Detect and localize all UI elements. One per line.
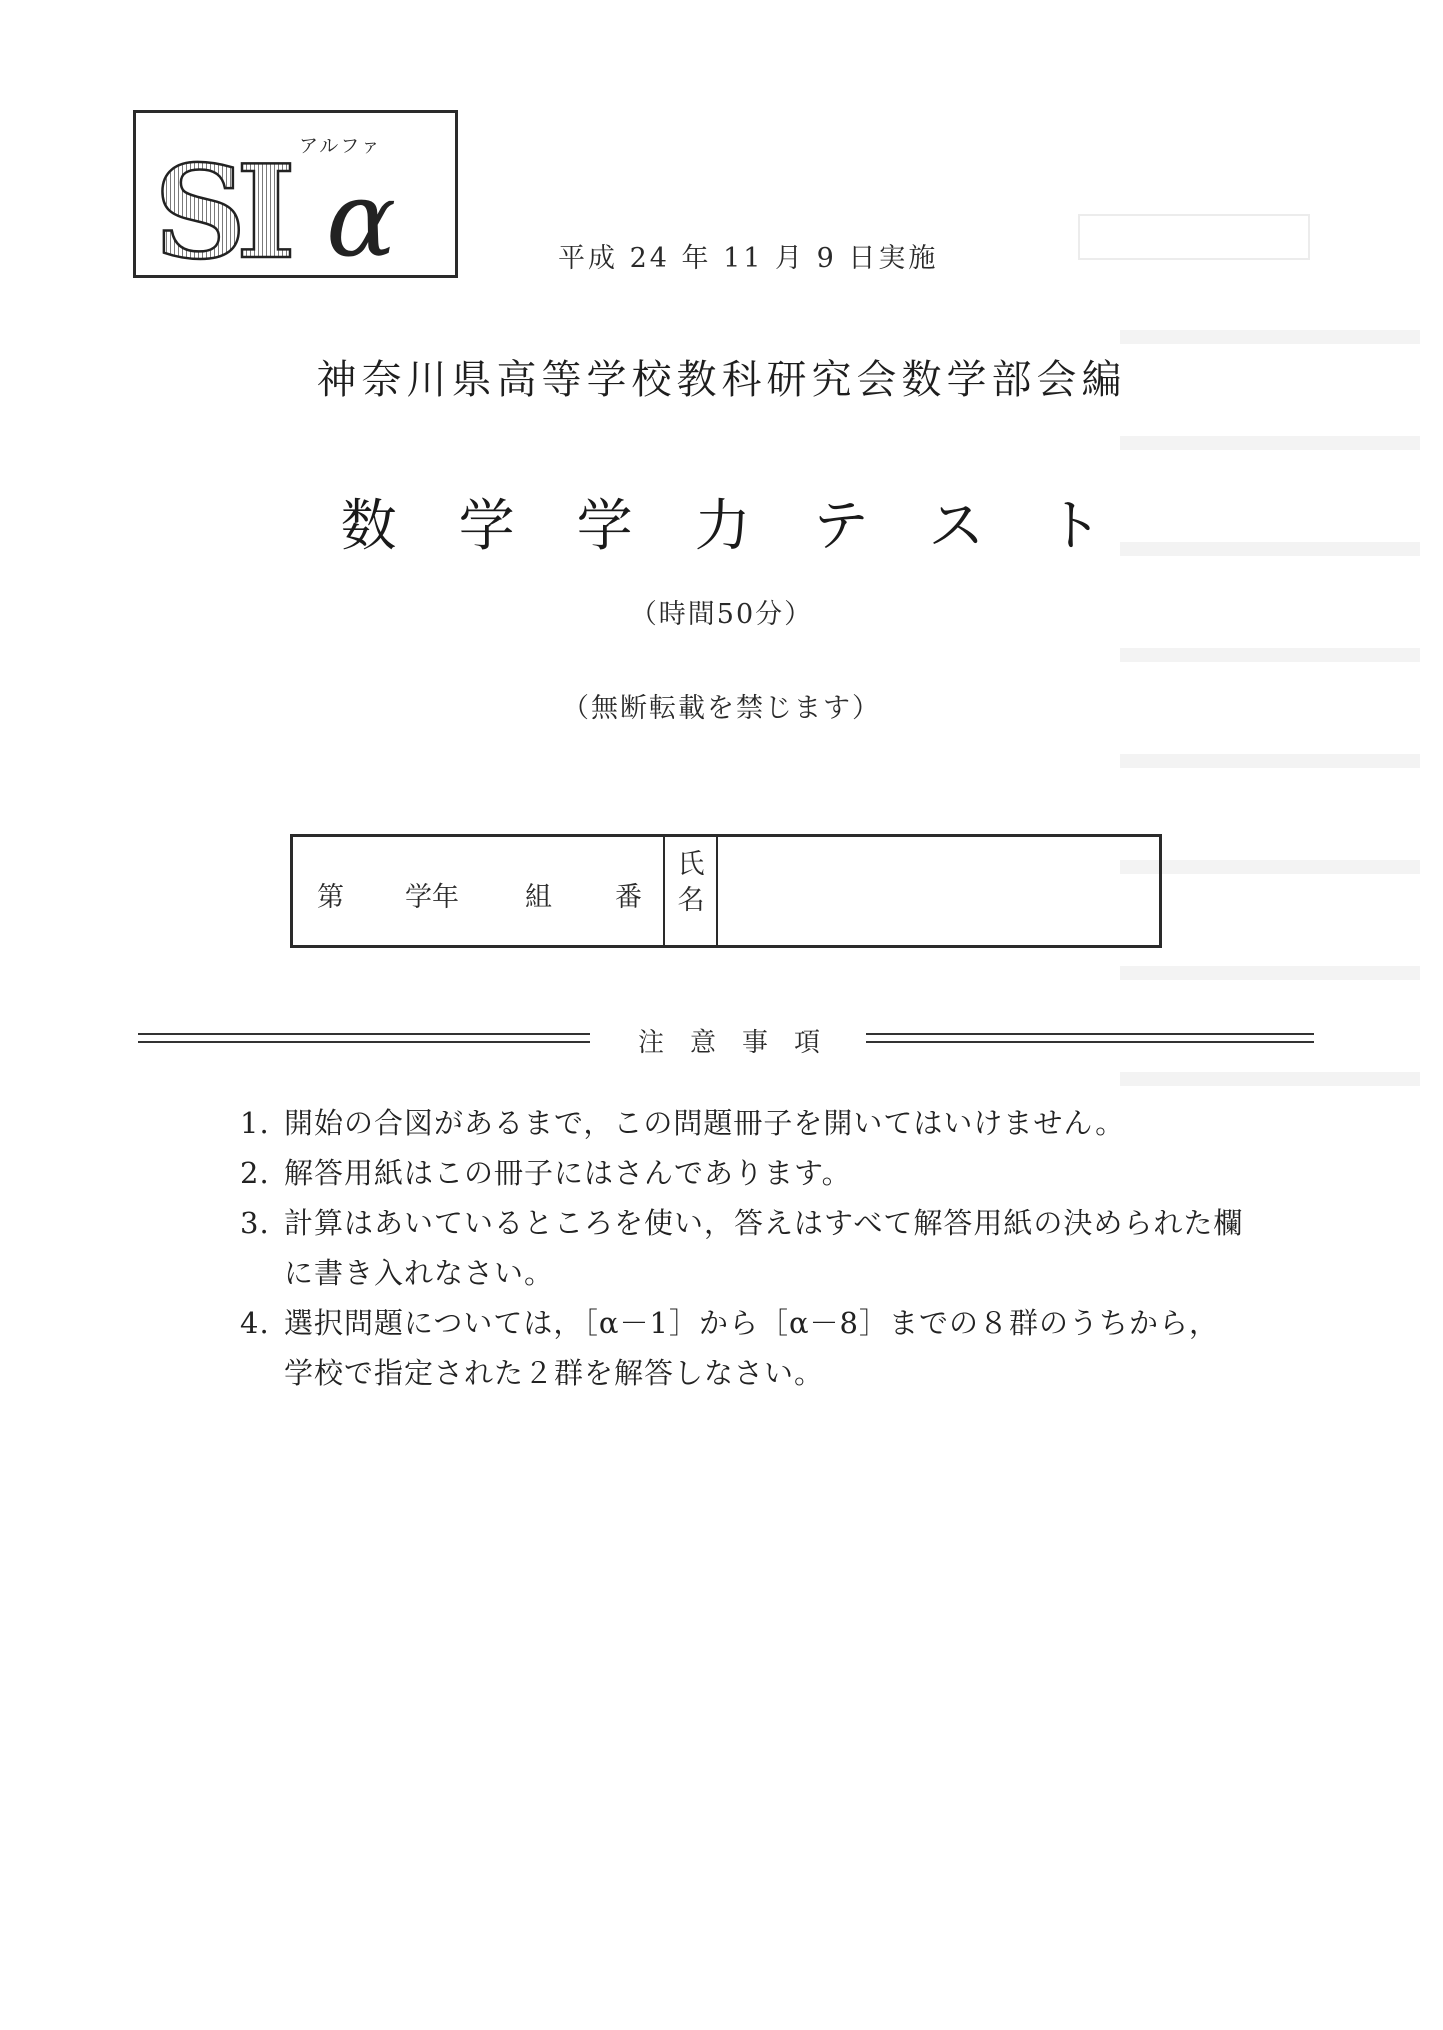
bleed-through-line (1120, 966, 1420, 980)
item-text: 計算はあいているところを使い，答えはすべて解答用紙の決められた欄に書き入れなさい。 (284, 1206, 1244, 1290)
double-rule-left (138, 1033, 590, 1043)
svg-text:α: α (326, 158, 397, 269)
number-label: 番 (615, 882, 642, 913)
bleed-through-lines (1120, 330, 1420, 1178)
list-item (240, 1198, 1244, 1298)
svg-text:I: I (236, 139, 296, 269)
bleed-through-box (1078, 214, 1310, 260)
exam-date: 平成 24 年 11 月 9 日実施 (558, 243, 939, 274)
name-label (671, 847, 711, 919)
item-number: 2. (240, 1156, 270, 1190)
bleed-through-line (1120, 436, 1420, 450)
logo-furigana: アルファ (299, 135, 382, 157)
item-number: 4. (240, 1306, 270, 1340)
bleed-through-line (1120, 330, 1420, 344)
double-rule-right (866, 1033, 1314, 1043)
grade-prefix: 第 (317, 882, 344, 913)
bleed-through-line (1120, 648, 1420, 662)
si-alpha-logo (154, 139, 444, 269)
grade-label: 学年 (405, 882, 459, 913)
editor-name: 神奈川県高等学校教科研究会数学部会編 (316, 357, 1127, 403)
item-text: 選択問題については，［α－1］から［α－8］までの８群のうちから，学校で指定された２群を解答しなさい。 (284, 1306, 1219, 1390)
precautions-list (240, 1098, 1244, 1398)
page-title: 数学学力テスト (340, 494, 1165, 559)
logo-box (133, 110, 458, 278)
item-number: 3. (240, 1206, 270, 1240)
copyright-notice: （無断転載を禁じます） (562, 693, 881, 724)
time-limit: （時間50分） (629, 599, 814, 630)
item-text: 解答用紙はこの冊子にはさんであります。 (284, 1156, 852, 1190)
list-item (240, 1298, 1244, 1398)
item-number: 1. (240, 1106, 270, 1140)
item-text: 開始の合図があるまで，この問題冊子を開いてはいけません。 (284, 1106, 1126, 1140)
student-id-box (290, 834, 1162, 948)
divider (663, 837, 665, 945)
class-label: 組 (525, 882, 552, 913)
svg-text:S: S (154, 139, 247, 269)
bleed-through-line (1120, 860, 1420, 874)
precautions-heading: 注意事項 (637, 1028, 846, 1058)
list-item (240, 1098, 1240, 1148)
divider (716, 837, 718, 945)
list-item (240, 1148, 1240, 1198)
bleed-through-line (1120, 1072, 1420, 1086)
name-label-line-1: 氏 (677, 849, 705, 880)
name-label-line-2: 名 (677, 885, 705, 916)
bleed-through-line (1120, 754, 1420, 768)
